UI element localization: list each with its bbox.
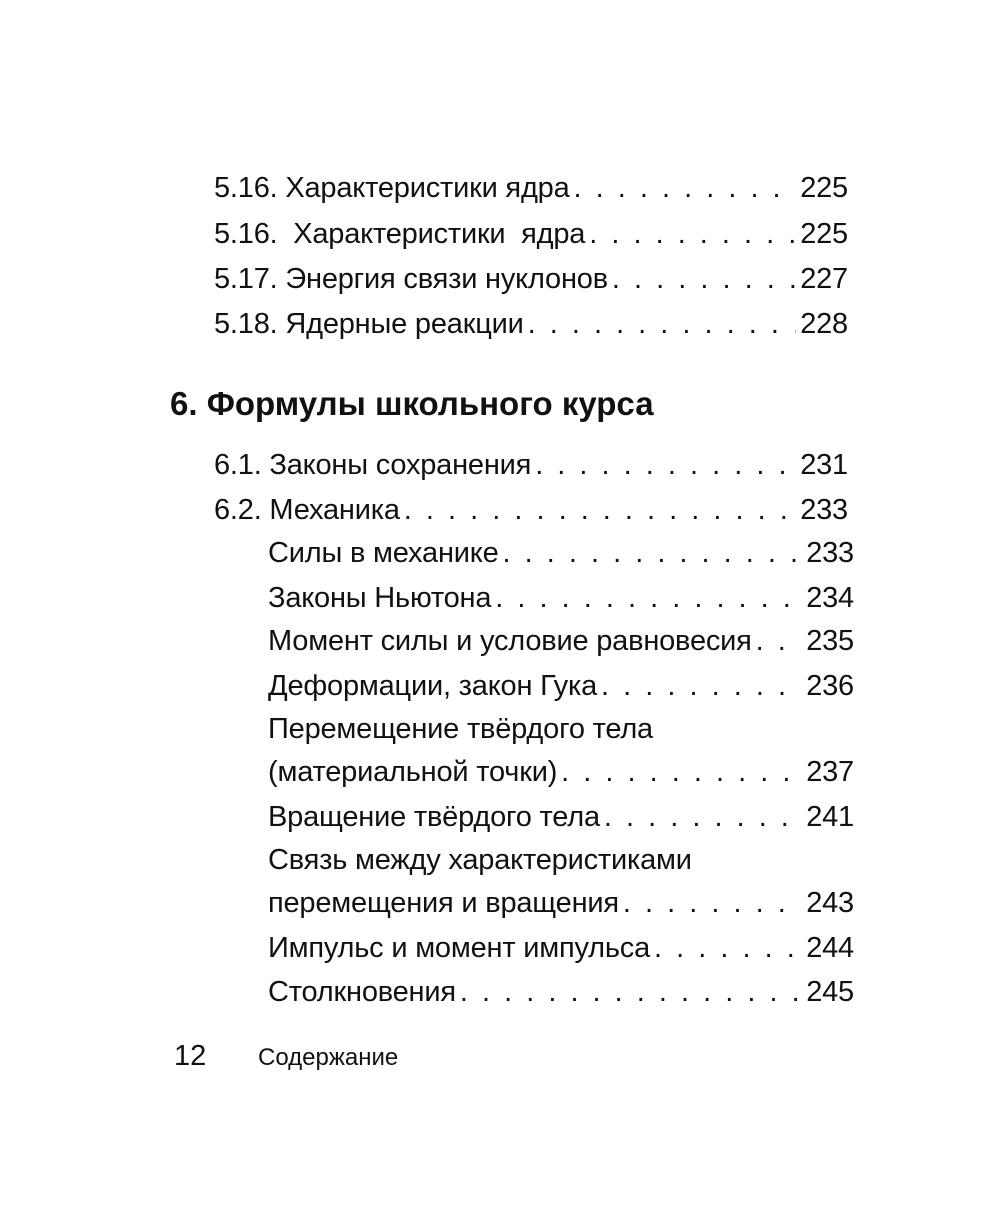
- dot-leader: [528, 304, 797, 344]
- toc-entry-5-18[interactable]: [214, 304, 848, 344]
- toc-subentry-momentum[interactable]: [268, 928, 854, 968]
- toc-entry-title: 5.17. Энергия связи нуклонов: [214, 263, 608, 295]
- dot-leader: [612, 259, 796, 299]
- toc-entry-title: Импульс и момент импульса: [268, 932, 651, 964]
- toc-entry-title: (материальной точки): [268, 756, 558, 788]
- toc-subentry-rigid-body-motion-line2[interactable]: [268, 752, 854, 792]
- toc-subentry-rigid-body-rotation[interactable]: [268, 797, 854, 837]
- chapter-heading: 6. Формулы школьного курса: [170, 385, 654, 422]
- dot-leader: [623, 883, 802, 923]
- toc-entry-title: Момент силы и условие равновесия: [268, 625, 752, 657]
- toc-entry-title: Перемещение твёрдого тела: [268, 713, 653, 745]
- toc-entry-title: Деформации, закон Гука: [268, 670, 598, 702]
- toc-entry-title: 6.1. Законы сохранения: [214, 449, 532, 481]
- dot-leader: [756, 621, 803, 661]
- dot-leader: [604, 797, 802, 837]
- dot-leader: [654, 928, 802, 968]
- dot-leader: [404, 490, 796, 530]
- toc-entry-title: Силы в механике: [268, 537, 499, 569]
- toc-subentry-rigid-body-motion-line1[interactable]: [268, 709, 854, 749]
- dot-leader: [561, 752, 802, 792]
- toc-entry-page: 231: [800, 449, 848, 481]
- footer-running-title: Содержание: [258, 1044, 399, 1071]
- toc-subentry-hooke-law[interactable]: [268, 666, 854, 706]
- toc-entry-page: 225: [800, 172, 848, 204]
- toc-entry-page: 227: [800, 263, 848, 295]
- dot-leader: [535, 445, 796, 485]
- toc-entry-page: 225: [800, 218, 848, 250]
- toc-entry-6-1[interactable]: [214, 445, 848, 485]
- toc-entry-page: 241: [806, 801, 854, 833]
- toc-entry-6-2[interactable]: [214, 490, 848, 530]
- dot-leader: [589, 214, 796, 254]
- toc-entry-page: 234: [806, 582, 854, 614]
- toc-entry-page: 243: [806, 887, 854, 919]
- toc-entry-title: 5.16. Характеристики ядра: [214, 218, 586, 250]
- toc-subentry-newton-laws[interactable]: [268, 578, 854, 618]
- toc-entry-page: 233: [800, 494, 848, 526]
- toc-entry-page: 233: [806, 537, 854, 569]
- dot-leader: [503, 533, 803, 573]
- toc-entry-title: перемещения и вращения: [268, 887, 619, 919]
- toc-entry-title: 6.2. Механика: [214, 494, 400, 526]
- toc-entry-title: 5.16. Характеристики ядра: [214, 172, 570, 204]
- toc-subentry-translation-rotation-line2[interactable]: [268, 883, 854, 923]
- toc-entry-title: Связь между характеристиками: [268, 844, 692, 876]
- toc-subentry-translation-rotation-line1[interactable]: [268, 840, 854, 880]
- toc-entry-title: Законы Ньютона: [268, 582, 492, 614]
- dot-leader: [460, 972, 802, 1012]
- toc-subentry-collisions[interactable]: [268, 972, 854, 1012]
- toc-entry-title: 5.18. Ядерные реакции: [214, 308, 524, 340]
- dot-leader: [601, 666, 802, 706]
- toc-entry-title: Вращение твёрдого тела: [268, 801, 600, 833]
- footer-page-number: 12: [174, 1040, 207, 1072]
- toc-entry-page: 245: [806, 976, 854, 1008]
- toc-subentry-forces[interactable]: [268, 533, 854, 573]
- toc-entry-5-16-duplicate[interactable]: [214, 214, 848, 254]
- toc-subentry-moment-equilibrium[interactable]: [268, 621, 854, 661]
- toc-entry-page: 228: [800, 308, 848, 340]
- toc-entry-page: 237: [806, 756, 854, 788]
- toc-entry-page: 244: [806, 932, 854, 964]
- toc-entry-5-16[interactable]: [214, 168, 848, 208]
- toc-entry-title: Столкновения: [268, 976, 456, 1008]
- dot-leader: [495, 578, 802, 618]
- toc-entry-5-17[interactable]: [214, 259, 848, 299]
- dot-leader: [574, 168, 797, 208]
- toc-entry-page: 236: [806, 670, 854, 702]
- toc-entry-page: 235: [806, 625, 854, 657]
